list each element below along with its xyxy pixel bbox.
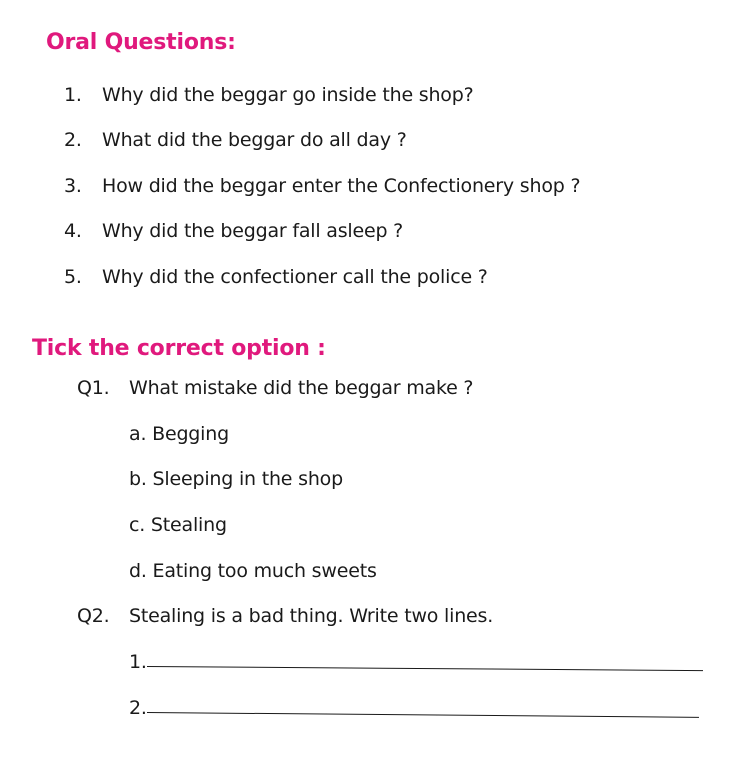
question-text: Why did the beggar go inside the shop? — [102, 84, 474, 106]
tick-option-heading: Tick the correct option : — [32, 336, 326, 361]
question-number: 2. — [64, 129, 82, 151]
option-b[interactable]: b. Sleeping in the shop — [129, 468, 343, 490]
question-number: 4. — [64, 220, 82, 242]
option-c[interactable]: c. Stealing — [129, 514, 227, 536]
question-text: How did the beggar enter the Confectionery shop ? — [102, 175, 581, 197]
question-text: What mistake did the beggar make ? — [129, 377, 474, 399]
answer-blank-line[interactable] — [147, 712, 699, 718]
answer-blank-line[interactable] — [147, 666, 703, 671]
answer-line-number: 2. — [129, 697, 147, 719]
question-text: Why did the confectioner call the police ? — [102, 266, 488, 288]
oral-questions-heading: Oral Questions: — [46, 30, 236, 55]
question-text: Why did the beggar fall asleep ? — [102, 220, 404, 242]
question-number: 3. — [64, 175, 82, 197]
question-number: Q2. — [77, 605, 110, 627]
question-number: Q1. — [77, 377, 110, 399]
question-text: What did the beggar do all day ? — [102, 129, 407, 151]
question-number: 1. — [64, 84, 82, 106]
option-a[interactable]: a. Begging — [129, 423, 229, 445]
question-number: 5. — [64, 266, 82, 288]
answer-line-number: 1. — [129, 651, 147, 673]
option-d[interactable]: d. Eating too much sweets — [129, 560, 377, 582]
question-text: Stealing is a bad thing. Write two lines. — [129, 605, 494, 627]
